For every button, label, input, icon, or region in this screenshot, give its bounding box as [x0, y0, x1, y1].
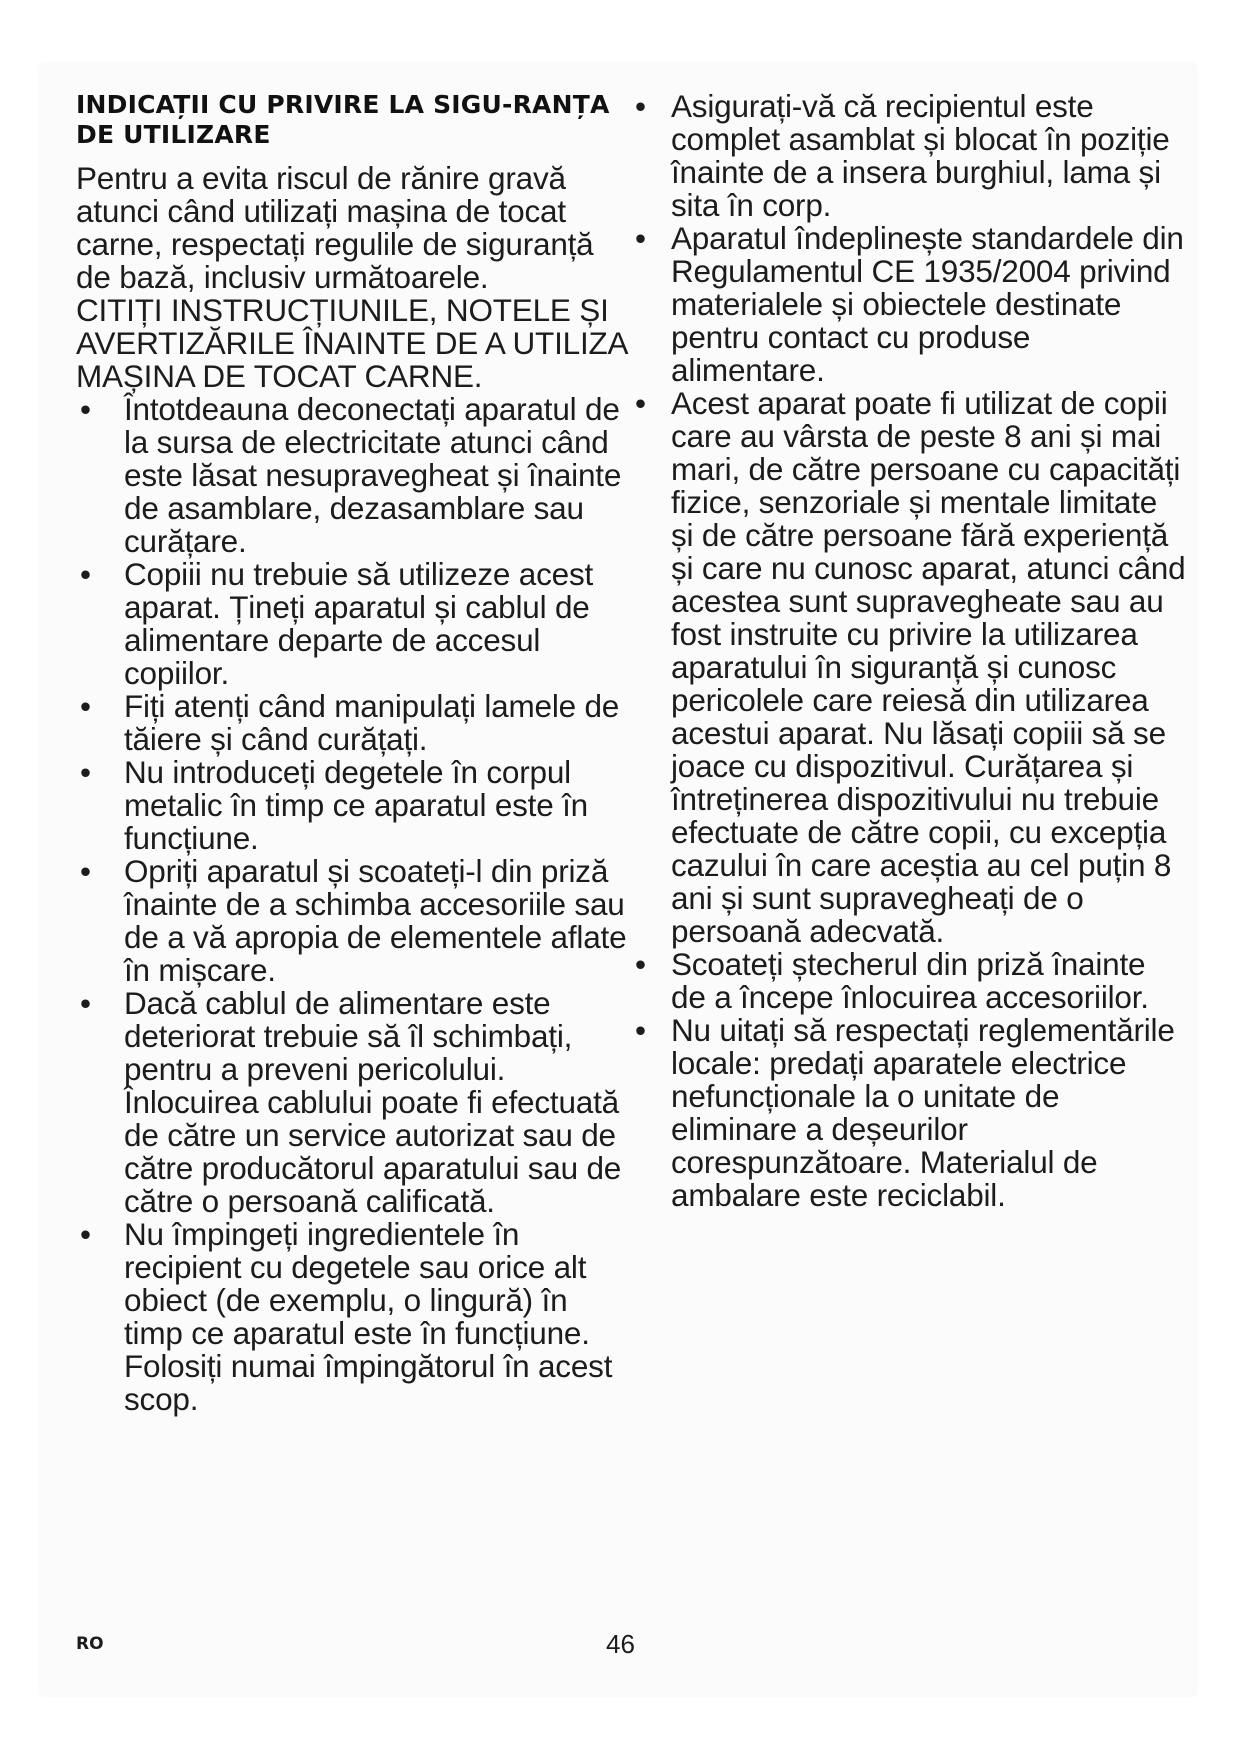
bullet-icon: • — [635, 220, 646, 256]
section-heading: INDICAȚII CU PRIVIRE LA SIGU-RANȚA DE UTILIZARE — [76, 90, 610, 149]
list-item: • Nu introduceți degetele în corpul metalic în timp ce aparatul este în funcțiune. — [80, 754, 588, 856]
bullet-icon: • — [635, 385, 646, 421]
list-item: • Scoateți ștecherul din priză înainte de a începe înlocuirea accesoriilor. — [635, 946, 1149, 1015]
list-item: • Copiii nu trebuie să utilizeze acest aparat. Țineți aparatul și cablul de alimentare departe de accesul copiilor. — [80, 556, 594, 691]
left-column — [76, 90, 628, 1416]
list-item: • Nu uitați să respectați reglementările locale: predați aparatele electrice nefuncționale la o unitate de eliminare a deșeurilor corespunzătoare. Materialul de ambalare este reciclabil. — [635, 1012, 1175, 1213]
language-code: RO — [76, 1634, 104, 1654]
bullet-icon: • — [80, 391, 91, 427]
right-column — [635, 90, 1187, 1212]
bullet-icon: • — [80, 754, 91, 790]
list-item: • Aparatul îndeplinește standardele din Regulamentul CE 1935/2004 privind materialele și obiectele destinate pentru contact cu produse alimentare. — [635, 220, 1184, 388]
bullet-icon: • — [80, 1216, 91, 1252]
right-bullet-list — [635, 90, 1187, 1212]
bullet-icon: • — [635, 1012, 646, 1048]
warning-paragraph: CITIȚI INSTRUCȚIUNILE, NOTELE ȘI AVERTIZĂRILE ÎNAINTE DE A UTILIZA MAȘINA DE TOCAT CARNE. — [76, 292, 627, 394]
bullet-icon: • — [80, 853, 91, 889]
list-item: • Dacă cablul de alimentare este deteriorat trebuie să îl schimbați, pentru a preveni pericolului. Înlocuirea cablului poate fi efectuată de către un service autorizat sau de către producătorul aparatului sau de către o persoană calificată. — [80, 985, 622, 1219]
bullet-icon: • — [80, 688, 91, 724]
left-bullet-list — [76, 393, 628, 1416]
intro-paragraph: Pentru a evita riscul de rănire gravă atunci când utilizați mașina de tocat carne, respectați regulile de siguranță de bază, inclusiv următoarele. — [76, 160, 594, 295]
bullet-icon: • — [635, 946, 646, 982]
bullet-icon: • — [635, 88, 646, 124]
list-item: • Asigurați-vă că recipientul este complet asamblat și blocat în poziție înainte de a insera burghiul, lama și sita în corp. — [635, 88, 1170, 223]
list-item: • Întotdeauna deconectați aparatul de la sursa de electricitate atunci când este lăsat nesupravegheat și înainte de asamblare, dezasamblare sau curățare. — [80, 391, 622, 559]
list-item: • Fiți atenți când manipulați lamele de tăiere și când curățați. — [80, 688, 620, 757]
list-item: • Acest aparat poate fi utilizat de copii care au vârsta de peste 8 ani și mai mari, de către persoane cu capacități fizice, senzoriale și mentale limitate și de către persoane fără experiență și care nu cunosc aparat, atunci când acestea sunt supravegheate sau au fost instruite cu privire la utilizarea aparatului în siguranță și cunosc pericolele care reiesă din utilizarea acestui aparat. Nu lăsați copiii să se joace cu dispozitivul. Curățarea și întreținerea dispozitivului nu trebuie efectuate de către copii, cu excepția cazului în care aceștia au cel puțin 8 ani și sunt supravegheați de o persoană adecvată. — [635, 385, 1186, 949]
bullet-icon: • — [80, 985, 91, 1021]
page-number: 46 — [606, 1629, 635, 1659]
bullet-icon: • — [80, 556, 91, 592]
list-item: • Nu împingeți ingredientele în recipient cu degetele sau orice alt obiect (de exemplu, o lingură) în timp ce aparatul este în funcțiune. Folosiți numai împingătorul în acest scop. — [80, 1216, 613, 1417]
list-item: • Opriți aparatul și scoateți-l din priză înainte de a schimba accesoriile sau de a vă apropia de elementele aflate în mișcare. — [80, 853, 627, 988]
